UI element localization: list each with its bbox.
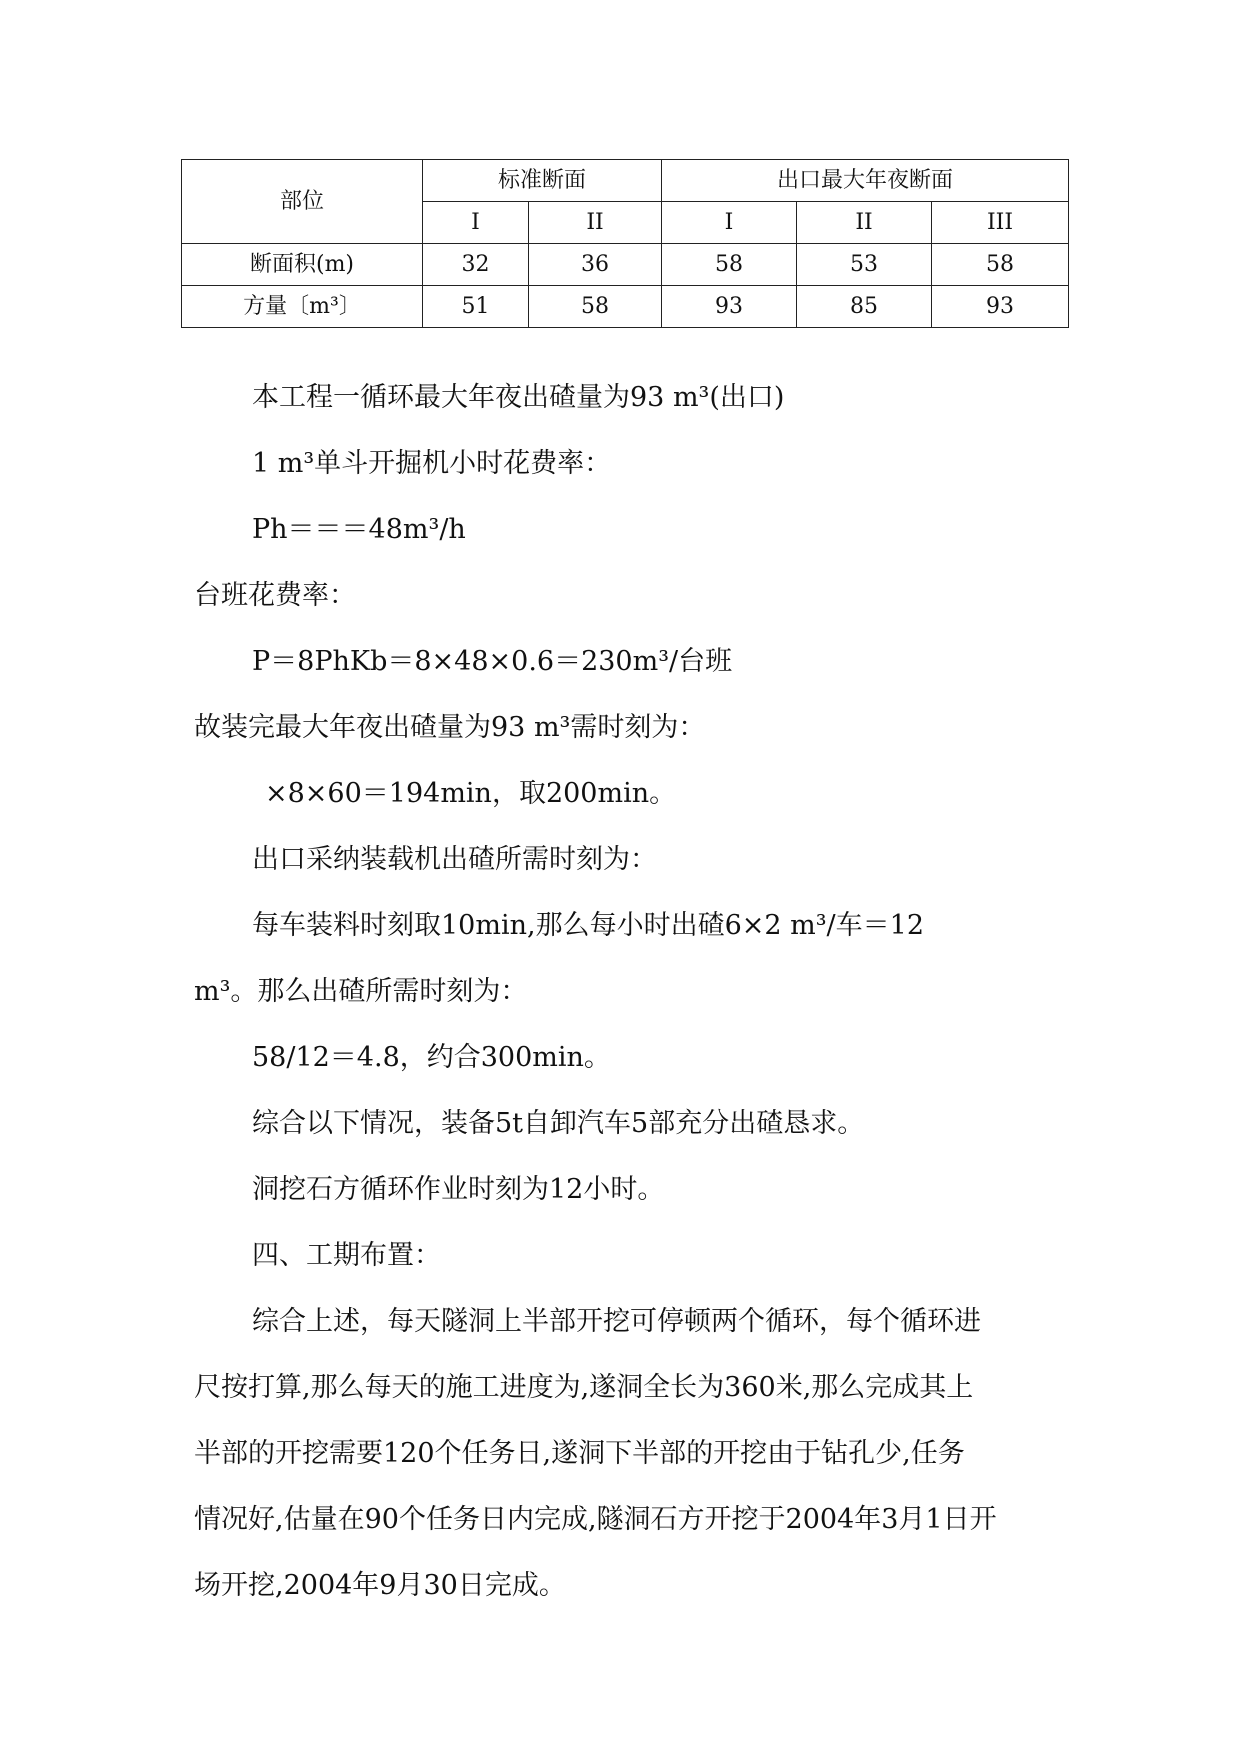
table-header-row bbox=[182, 160, 1069, 202]
paragraph-shift-rate: 台班花费率： bbox=[194, 580, 356, 611]
sub-label: I bbox=[423, 202, 529, 244]
cell-value: 36 bbox=[529, 244, 662, 286]
section-heading-schedule: 四、工期布置： bbox=[252, 1240, 441, 1271]
sub-label: II bbox=[529, 202, 662, 244]
row-label: 方量〔m³〕 bbox=[182, 286, 423, 328]
formula-loading-time: ×8×60＝194min，取200min。 bbox=[265, 778, 677, 809]
cell-value: 58 bbox=[662, 244, 797, 286]
table-row bbox=[182, 286, 1069, 328]
paragraph-trucks: 综合以下情况，装备5t自卸汽车5部充分出碴恳求。 bbox=[252, 1108, 865, 1139]
header-standard-section: 标准断面 bbox=[423, 160, 662, 202]
paragraph-muck-time: m³。那么出碴所需时刻为： bbox=[194, 976, 528, 1007]
sub-label: I bbox=[662, 202, 797, 244]
header-exit-max-section: 出口最大年夜断面 bbox=[662, 160, 1069, 202]
cell-value: 51 bbox=[423, 286, 529, 328]
paragraph-exit-loader: 出口采纳装载机出碴所需时刻为： bbox=[252, 844, 657, 875]
cell-value: 93 bbox=[932, 286, 1069, 328]
cell-value: 32 bbox=[423, 244, 529, 286]
formula-p: P＝8PhKb＝8×48×0.6＝230m³/台班 bbox=[252, 646, 733, 677]
row-label: 断面积(m) bbox=[182, 244, 423, 286]
formula-muck-time: 58/12＝4.8，约合300min。 bbox=[252, 1042, 611, 1073]
sub-label: II bbox=[797, 202, 932, 244]
paragraph-schedule-line: 情况好,估量在90个任务日内完成,隧洞石方开挖于2004年3月1日开 bbox=[194, 1504, 997, 1535]
cell-value: 58 bbox=[932, 244, 1069, 286]
paragraph-cycle-time: 洞挖石方循环作业时刻为12小时。 bbox=[252, 1174, 665, 1205]
cell-value: 53 bbox=[797, 244, 932, 286]
cell-value: 58 bbox=[529, 286, 662, 328]
section-volume-table bbox=[181, 159, 1069, 328]
paragraph-schedule-line: 尺按打算,那么每天的施工进度为,遂洞全长为360米,那么完成其上 bbox=[194, 1372, 974, 1403]
paragraph-schedule-line: 半部的开挖需要120个任务日,遂洞下半部的开挖由于钻孔少,任务 bbox=[194, 1438, 965, 1469]
table-row bbox=[182, 244, 1069, 286]
cell-value: 93 bbox=[662, 286, 797, 328]
header-position: 部位 bbox=[182, 160, 423, 244]
cell-value: 85 bbox=[797, 286, 932, 328]
paragraph-schedule-line: 综合上述，每天隧洞上半部开挖可停顿两个循环，每个循环进 bbox=[252, 1306, 981, 1337]
paragraph-schedule-line: 场开挖,2004年9月30日完成。 bbox=[194, 1570, 566, 1601]
sub-label: III bbox=[932, 202, 1069, 244]
paragraph-truck-loading: 每车装料时刻取10min,那么每小时出碴6×2 m³/车＝12 bbox=[252, 910, 925, 941]
paragraph-max-muck-volume: 本工程一循环最大年夜出碴量为93 m³(出口) bbox=[252, 382, 785, 413]
paragraph-excavator-rate: 1 m³单斗开掘机小时花费率： bbox=[252, 448, 612, 479]
paragraph-loading-time: 故装完最大年夜出碴量为93 m³需时刻为： bbox=[194, 712, 706, 743]
formula-ph: Ph＝＝＝48m³/h bbox=[252, 514, 466, 545]
